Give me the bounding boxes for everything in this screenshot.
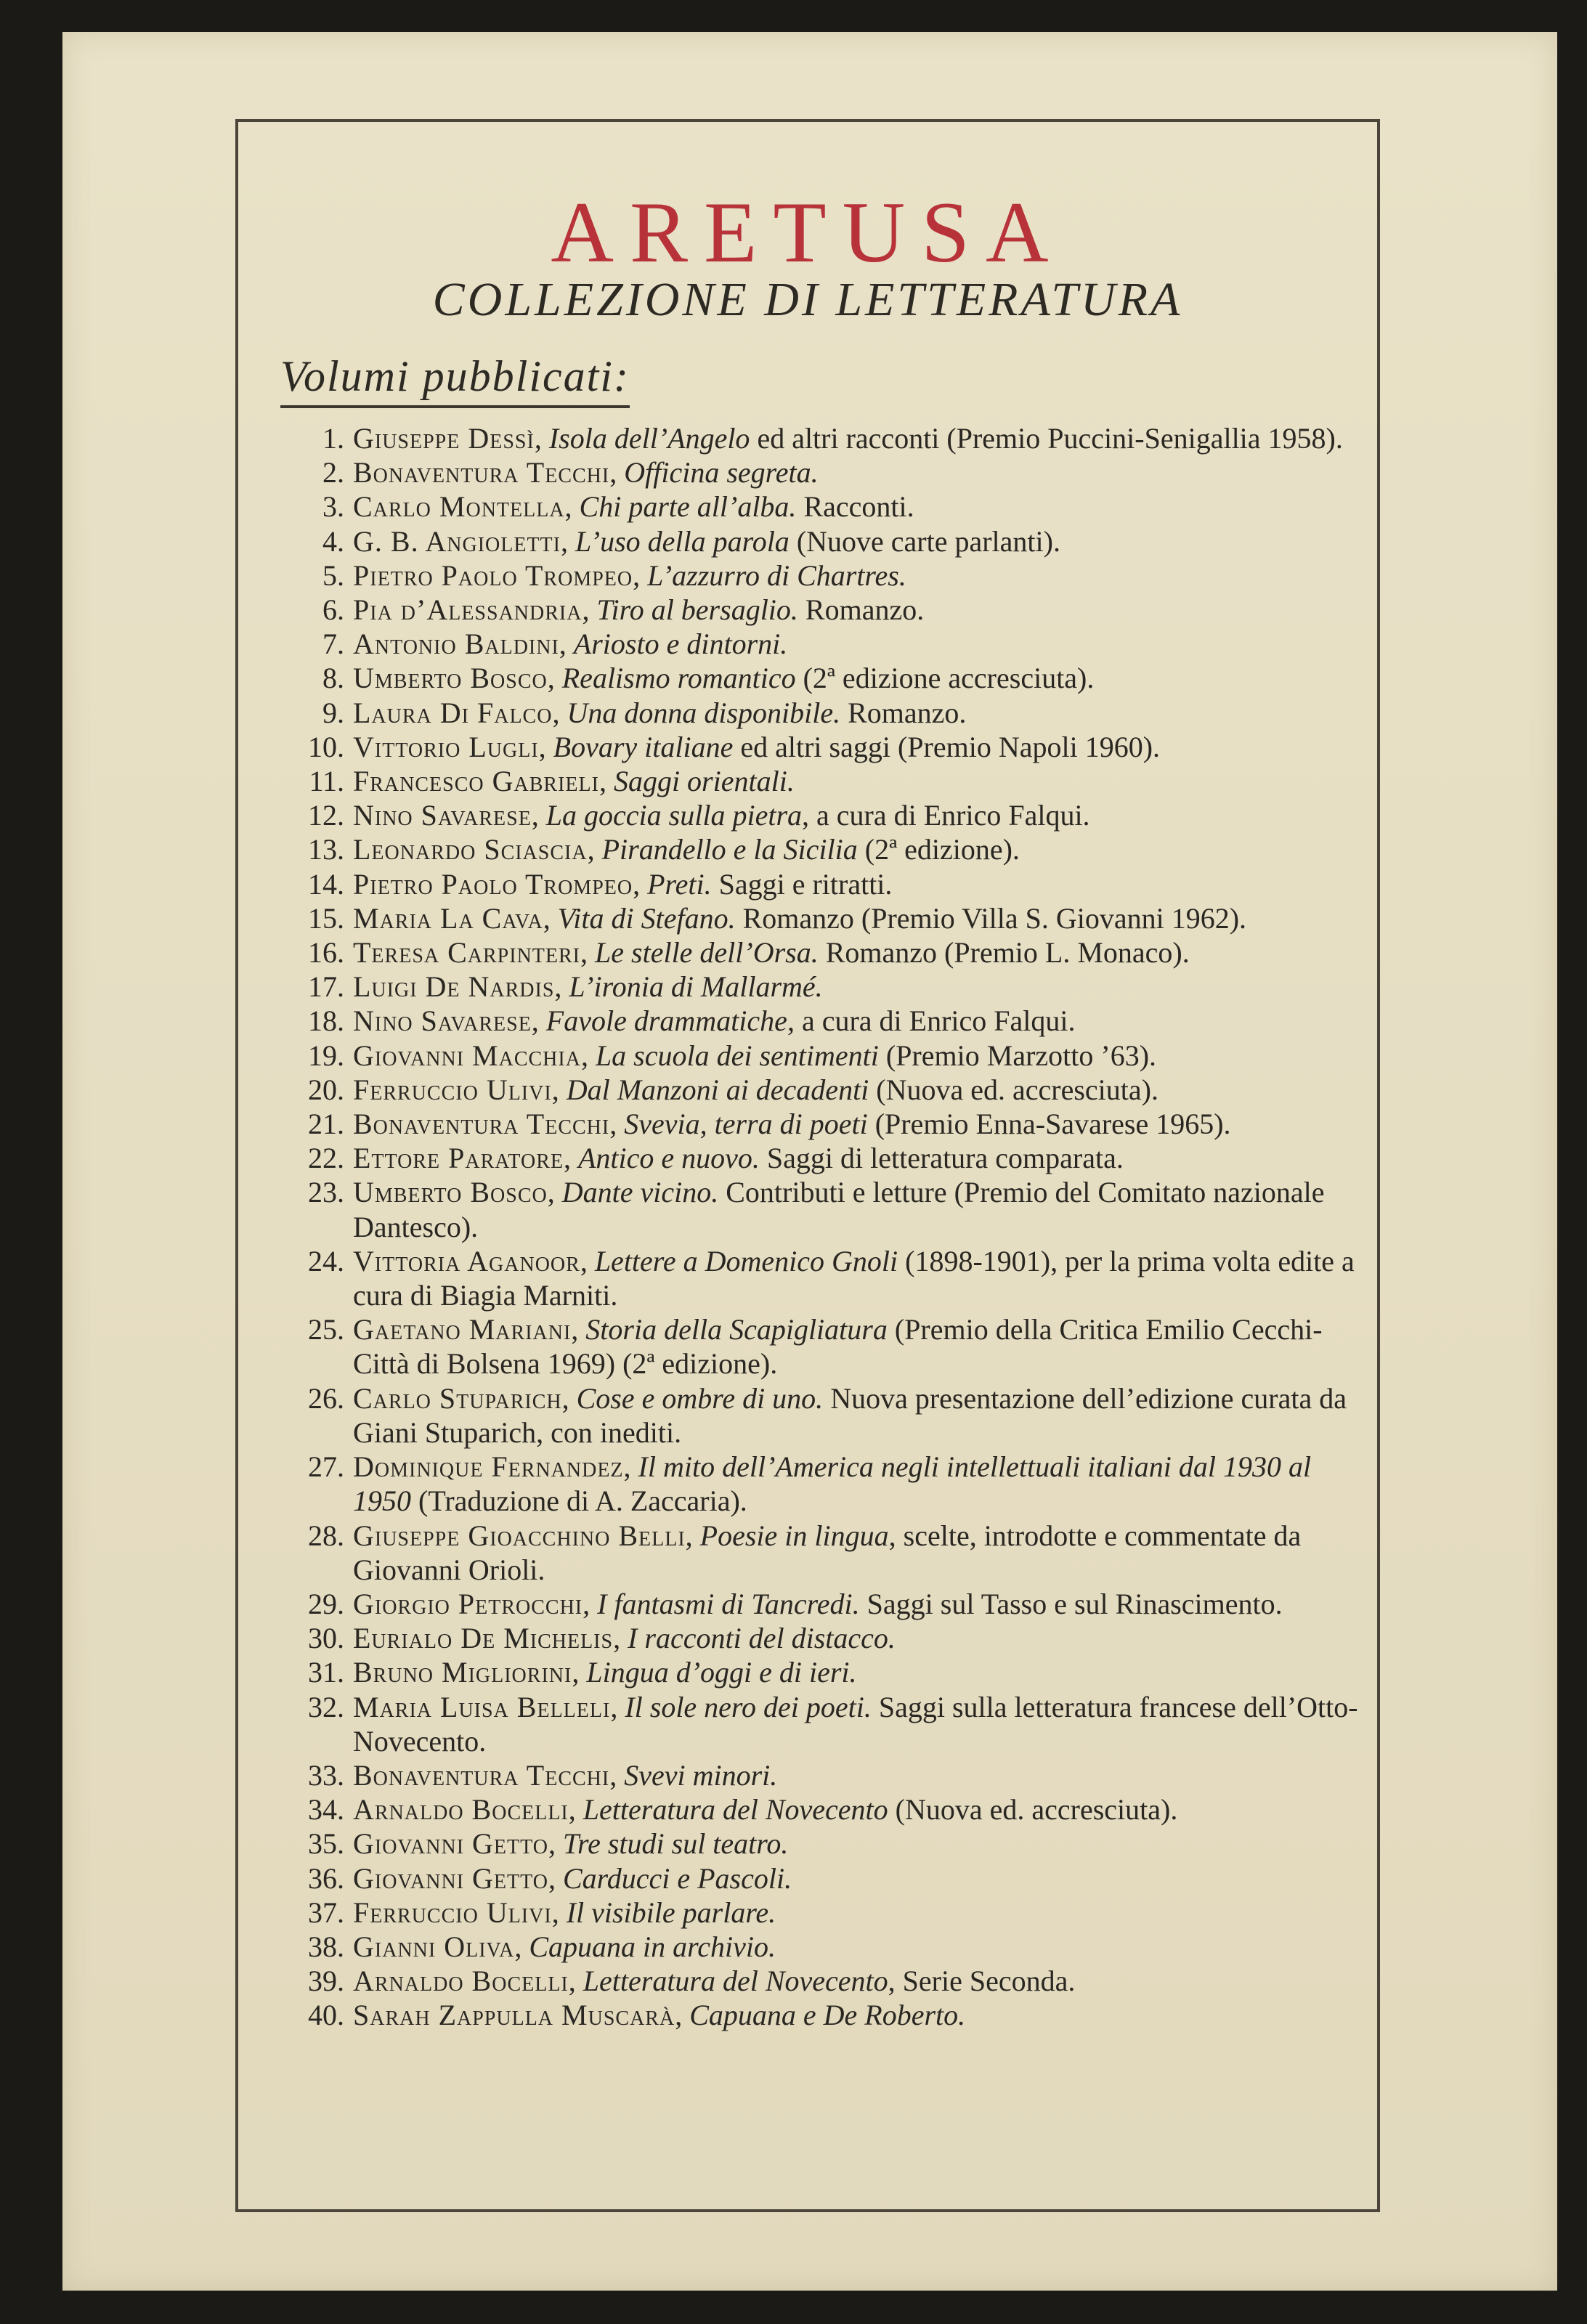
volume-separator: , (564, 490, 580, 524)
volume-author: Giorgio Petrocchi (353, 1587, 583, 1620)
volume-separator: , (560, 524, 575, 558)
volume-entry (296, 1827, 1364, 1861)
volume-author: Pietro Paolo Trompeo (353, 867, 633, 901)
volume-entry (296, 1621, 1364, 1655)
volume-entry (296, 935, 1364, 970)
volume-title: Dante vicino. (561, 1176, 719, 1209)
volume-separator: , (548, 1861, 563, 1895)
volume-title: Lingua d’oggi e di ieri. (586, 1656, 857, 1689)
volume-notes: (Premio della Critica Emilio Cecchi-Città di Bolsena 1969) (2ª edizione). (353, 1313, 1323, 1381)
volume-entry (296, 421, 1364, 455)
volume-separator: , (551, 1896, 567, 1929)
volume-entry (296, 1381, 1364, 1450)
volume-number: 33. (308, 1758, 344, 1792)
volume-title: Capuana e De Roberto. (689, 1999, 966, 2032)
volume-number: 23. (308, 1176, 344, 1209)
volume-notes: (2ª edizione). (857, 833, 1020, 866)
volume-notes: Nuova presentazione dell’edizione curata da Giani Stuparich, con inediti. (353, 1381, 1347, 1449)
volume-title: Svevi minori. (624, 1758, 778, 1792)
volume-author: Pietro Paolo Trompeo (353, 558, 633, 592)
volume-author: Antonio Baldini (353, 627, 559, 661)
volume-title: Chi parte all’alba. (579, 490, 797, 524)
volume-author: Vittorio Lugli (353, 730, 539, 763)
volume-author: Arnaldo Bocelli (353, 1965, 569, 1998)
volume-entry (296, 730, 1364, 764)
volume-author: Giovanni Getto (353, 1827, 548, 1861)
volume-number: 40. (308, 1999, 344, 2032)
volume-notes: Romanzo (Premio Villa S. Giovanni 1962). (735, 901, 1247, 935)
volume-number: 35. (308, 1827, 344, 1861)
volume-separator: , (547, 1176, 562, 1209)
volume-title: Pirandello e la Sicilia (601, 833, 858, 866)
volume-number: 22. (308, 1142, 344, 1175)
volume-number: 7. (322, 627, 344, 661)
volume-title: Realismo romantico (561, 662, 796, 695)
volume-author: Sarah Zappulla Muscarà (353, 1999, 675, 2032)
volume-entry (296, 1244, 1364, 1312)
volume-title: Lettere a Domenico Gnoli (594, 1244, 898, 1277)
volume-number: 16. (308, 936, 344, 970)
volume-notes: (Premio Enna-Savarese 1965). (867, 1108, 1231, 1141)
volume-title: Vita di Stefano. (557, 901, 736, 935)
volume-entry (296, 661, 1364, 695)
volume-notes: Racconti. (796, 490, 914, 524)
volume-separator: , (609, 456, 625, 489)
volume-notes: Romanzo (Premio L. Monaco). (818, 936, 1190, 970)
volume-separator: , (547, 662, 562, 695)
volume-number: 30. (308, 1622, 344, 1655)
volume-author: Bruno Migliorini (353, 1656, 572, 1689)
volume-author: Carlo Stuparich (353, 1381, 562, 1415)
volume-entry (296, 1690, 1364, 1758)
volume-entry (296, 1004, 1364, 1038)
volume-separator: , (568, 1793, 583, 1827)
volume-separator: , (580, 936, 596, 970)
volume-entry (296, 1039, 1364, 1073)
volume-author: Bonaventura Tecchi (353, 456, 610, 489)
volume-author: Ferruccio Ulivi (353, 1896, 552, 1929)
volume-separator: , (561, 1381, 577, 1415)
volume-number: 17. (308, 970, 344, 1004)
volume-number: 13. (308, 833, 344, 866)
volume-title: Storia della Scapigliatura (585, 1313, 888, 1346)
volume-author: Ferruccio Ulivi (353, 1073, 552, 1106)
volume-entry (296, 1587, 1364, 1621)
volume-author: Arnaldo Bocelli (353, 1793, 569, 1827)
series-title: ARETUSA (551, 184, 1065, 280)
volume-title: Svevia, terra di poeti (624, 1108, 868, 1141)
volume-number: 5. (322, 558, 344, 592)
volume-number: 29. (308, 1587, 344, 1620)
volume-notes: Saggi sul Tasso e sul Rinascimento. (859, 1587, 1283, 1620)
volume-number: 6. (322, 593, 344, 627)
volume-title: L’azzurro di Chartres. (647, 558, 906, 592)
volume-title: Cose e ombre di uno. (576, 1381, 824, 1415)
volume-separator: , (582, 593, 597, 627)
volume-number: 27. (308, 1450, 344, 1484)
volume-title: Ariosto e dintorni. (573, 627, 788, 661)
volume-author: Pia d’Alessandria (353, 593, 583, 627)
volume-number: 15. (308, 901, 344, 935)
volume-author: Giovanni Macchia (353, 1039, 581, 1072)
volume-number: 26. (308, 1381, 344, 1415)
volume-separator: , (568, 1965, 583, 1998)
volume-separator: , (534, 422, 549, 455)
volume-separator: , (531, 1004, 546, 1038)
volume-title: L’uso della parola (575, 524, 790, 558)
volume-number: 25. (308, 1313, 344, 1346)
volume-title: Il visibile parlare. (566, 1896, 776, 1929)
volume-title: La scuola dei sentimenti (595, 1039, 879, 1072)
volume-title: Bovary italiane (553, 730, 734, 763)
volume-title: Capuana in archivio. (529, 1930, 776, 1963)
volume-title: La goccia sulla pietra (545, 799, 803, 832)
volume-author: Giuseppe Dessì (353, 422, 535, 455)
volume-number: 37. (308, 1896, 344, 1929)
volume-separator: , (633, 867, 648, 901)
volume-title: Letteratura del Novecento (583, 1793, 888, 1827)
volume-notes: ed altri racconti (Premio Puccini-Senigallia 1958). (750, 422, 1343, 455)
volume-title: Saggi orientali. (613, 765, 795, 798)
volume-title: Isola dell’Angelo (548, 422, 750, 455)
volume-author: Ettore Paratore (353, 1142, 564, 1175)
volume-entry (296, 832, 1364, 866)
volume-entry (296, 798, 1364, 832)
volume-number: 34. (308, 1793, 344, 1827)
volume-number: 21. (308, 1108, 344, 1141)
volume-separator: , (571, 1313, 586, 1346)
volume-notes: Saggi e ritratti. (711, 867, 893, 901)
volume-title: Una donna disponibile. (567, 696, 841, 729)
volume-entry (296, 867, 1364, 901)
volume-title: Le stelle dell’Orsa. (595, 936, 819, 970)
series-subtitle: COLLEZIONE DI LETTERATURA (432, 273, 1183, 326)
volume-author: Eurialo De Michelis (353, 1622, 614, 1655)
volume-title: I racconti del distacco. (628, 1622, 896, 1655)
volume-entry (296, 1450, 1364, 1518)
volume-number: 36. (308, 1861, 344, 1895)
volume-entry (296, 1861, 1364, 1896)
volume-title: Favole drammatiche (545, 1004, 787, 1038)
volume-entry (296, 489, 1364, 524)
volume-number: 20. (308, 1073, 344, 1106)
volume-title: Carducci e Pascoli. (562, 1861, 792, 1895)
volume-notes: ed altri saggi (Premio Napoli 1960). (733, 730, 1161, 763)
volume-author: Luigi De Nardis (353, 970, 555, 1004)
volume-notes: Romanzo. (840, 696, 967, 729)
volume-author: G. B. Angioletti (353, 524, 561, 558)
volume-author: Gaetano Mariani (353, 1313, 572, 1346)
volume-list (296, 421, 1364, 2033)
volume-number: 19. (308, 1039, 344, 1072)
volume-notes: Saggi sulla letteratura francese dell’Otto-Novecento. (353, 1690, 1358, 1758)
volume-entry (296, 1930, 1364, 1964)
volume-entry (296, 1107, 1364, 1141)
volume-separator: , (583, 1587, 598, 1620)
volume-author: Bonaventura Tecchi (353, 1108, 610, 1141)
volume-title: Tiro al bersaglio. (596, 593, 798, 627)
volume-separator: , (685, 1519, 700, 1552)
volume-author: Gianni Oliva (353, 1930, 515, 1963)
volume-separator: , (613, 1622, 628, 1655)
section-heading: Volumi pubblicati: (280, 354, 630, 408)
volume-separator: , (572, 1656, 587, 1689)
volume-title: Letteratura del Novecento (583, 1965, 888, 1998)
volume-notes: (Nuove carte parlanti). (789, 524, 1060, 558)
book-back-cover (62, 32, 1557, 2291)
volume-entry (296, 1964, 1364, 1998)
volume-author: Laura Di Falco (353, 696, 553, 729)
volume-entry (296, 1073, 1364, 1107)
volume-separator: , (564, 1142, 578, 1175)
volume-notes: (Traduzione di A. Zaccaria). (411, 1484, 747, 1518)
volume-entry (296, 1998, 1364, 2032)
volume-entry (296, 764, 1364, 798)
volume-notes: (Premio Marzotto ’63). (878, 1039, 1157, 1072)
volume-number: 4. (322, 524, 344, 558)
volume-separator: , (554, 970, 569, 1004)
volume-title: L’ironia di Mallarmé. (569, 970, 823, 1004)
volume-number: 1. (322, 422, 344, 455)
volume-number: 28. (308, 1519, 344, 1552)
volume-notes: Saggi di letteratura comparata. (759, 1142, 1124, 1175)
volume-title: Il mito dell’America negli intellettuali italiani dal 1930 al 1950 (353, 1450, 1312, 1518)
volume-separator: , (675, 1999, 690, 2032)
volume-author: Carlo Montella (353, 490, 565, 524)
volume-author: Giuseppe Gioacchino Belli (353, 1519, 686, 1552)
volume-notes: , a cura di Enrico Falqui. (802, 799, 1090, 832)
volume-separator: , (514, 1930, 529, 1963)
volume-entry (296, 593, 1364, 627)
volume-author: Bonaventura Tecchi (353, 1758, 610, 1792)
volume-number: 11. (309, 765, 344, 798)
volume-author: Vittoria Aganoor (353, 1244, 580, 1277)
volume-separator: , (531, 799, 546, 832)
volume-author: Maria La Cava (353, 901, 543, 935)
volume-separator: , (580, 1244, 595, 1277)
volume-notes: , a cura di Enrico Falqui. (787, 1004, 1076, 1038)
volume-author: Giovanni Getto (353, 1861, 548, 1895)
volume-entry (296, 455, 1364, 489)
volume-notes: (Nuova ed. accresciuta). (888, 1793, 1178, 1827)
volume-title: Antico e nuovo. (578, 1142, 760, 1175)
volume-separator: , (580, 1039, 596, 1072)
volume-number: 3. (322, 490, 344, 524)
volume-separator: , (587, 833, 602, 866)
volume-entry (296, 1792, 1364, 1827)
volume-separator: , (609, 1758, 625, 1792)
volume-number: 39. (308, 1965, 344, 1998)
volume-number: 9. (322, 696, 344, 729)
volume-entry (296, 1312, 1364, 1381)
volume-entry (296, 1758, 1364, 1792)
volume-number: 38. (308, 1930, 344, 1963)
volume-author: Nino Savarese (353, 799, 532, 832)
volume-entry (296, 627, 1364, 661)
volume-title: Tre studi sul teatro. (562, 1827, 789, 1861)
volume-title: Preti. (647, 867, 712, 901)
volume-number: 18. (308, 1004, 344, 1038)
volume-separator: , (543, 901, 558, 935)
volume-number: 2. (322, 456, 344, 489)
volume-entry (296, 1519, 1364, 1587)
volume-author: Francesco Gabrieli (353, 765, 599, 798)
volume-title: Il sole nero dei poeti. (625, 1690, 872, 1723)
volume-author: Dominique Fernandez (353, 1450, 624, 1484)
volume-entry (296, 970, 1364, 1004)
volume-number: 32. (308, 1690, 344, 1723)
volume-notes: (1898-1901), per la prima volta edite a cura di Biagia Marniti. (353, 1244, 1355, 1312)
volume-entry (296, 1175, 1364, 1243)
volume-author: Maria Luisa Belleli (353, 1690, 611, 1723)
volume-number: 24. (308, 1244, 344, 1277)
volume-title: I fantasmi di Tancredi. (597, 1587, 860, 1620)
volume-separator: , (559, 627, 574, 661)
volume-notes: , Serie Seconda. (888, 1965, 1076, 1998)
volume-separator: , (548, 1827, 563, 1861)
volume-separator: , (623, 1450, 638, 1484)
volume-number: 31. (308, 1656, 344, 1689)
volume-title: Poesie in lingua (699, 1519, 889, 1552)
volume-number: 12. (308, 799, 344, 832)
volume-entry (296, 558, 1364, 593)
volume-number: 10. (308, 730, 344, 763)
volume-notes: (Nuova ed. accresciuta). (869, 1073, 1158, 1106)
volume-entry (296, 524, 1364, 558)
volume-separator: , (598, 765, 614, 798)
volume-title: Dal Manzoni ai decadenti (566, 1073, 869, 1106)
volume-author: Umberto Bosco (353, 662, 548, 695)
volume-number: 8. (322, 662, 344, 695)
volume-separator: , (538, 730, 553, 763)
volume-entry (296, 1896, 1364, 1930)
volume-entry (296, 1655, 1364, 1689)
content-frame (235, 119, 1380, 2212)
volume-notes: Romanzo. (797, 593, 925, 627)
volume-separator: , (633, 558, 648, 592)
volume-entry (296, 1141, 1364, 1175)
volume-author: Leonardo Sciascia (353, 833, 588, 866)
volume-author: Umberto Bosco (353, 1176, 548, 1209)
volume-notes: Contributi e letture (Premio del Comitato nazionale Dantesco). (353, 1176, 1325, 1243)
volume-entry (296, 901, 1364, 935)
volume-number: 14. (308, 867, 344, 901)
volume-author: Nino Savarese (353, 1004, 532, 1038)
volume-entry (296, 696, 1364, 730)
volume-notes: (2ª edizione accresciuta). (795, 662, 1095, 695)
volume-notes: , scelte, introdotte e commentate da Giovanni Orioli. (353, 1519, 1302, 1586)
volume-title: Officina segreta. (624, 456, 819, 489)
volume-author: Teresa Carpinteri (353, 936, 581, 970)
volume-separator: , (552, 696, 567, 729)
volume-separator: , (551, 1073, 567, 1106)
volume-separator: , (609, 1108, 625, 1141)
volume-separator: , (610, 1690, 625, 1723)
